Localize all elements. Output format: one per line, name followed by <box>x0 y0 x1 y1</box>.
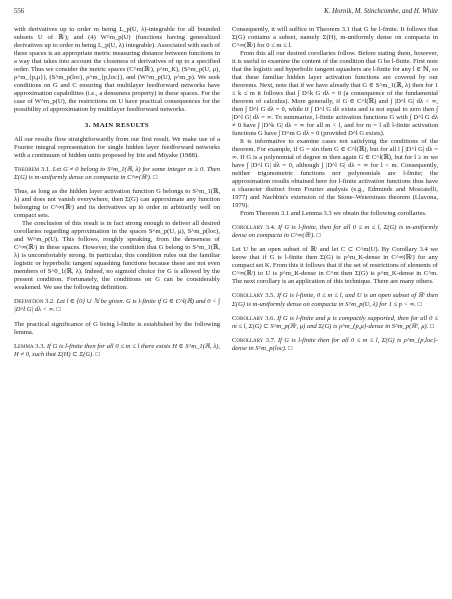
paragraph: From this all our desired corollaries follow. Before stating them, however, it is useful to examine the content of the condition that G be l-finite. First note that the logistic and hyperbolic tangent squashers are l-finite for any l ∈ ℕ, so that these familiar hidden layer activation functions are covered by our theorems. Next, note that if we have already that G ∈ S^m_1(ℝ, λ) then for 1 ≤ k ≤ m it follows that ∫ D^k G dλ = 0 (a consequence of the fundamental theorem of calculus). More generally, if G ∈ C^l(ℝ) and ∫ |D^l G| dλ < ∞, then ∫ D^l G dλ = 0, while if ∫ D^l G dλ exists and is not equal to zero then ∫ |D^l G| dλ = ∞. To summarize, l-finite activation functions G with ∫ D^l G dλ ≠ 0 have ∫ |D^k G| dλ = ∞ for all m < l, and for m = l all l-finite activation functions G have ∫ D^m G dλ = 0 (provided D^l G exists). <box>232 50 438 138</box>
corollary-statement: If G is l-finite, 0 ≤ m ≤ l, and U is an open subset of ℝʳ then Σ(G) is m-uniformly dense on compacta in S^m_p(U, λ) for 1 ≤ p < ∞. <box>232 292 438 308</box>
corollary-3-6 <box>232 315 438 331</box>
paragraph: Let U be an open subset of ℝʳ and let C ⊂ C^m(U). By Corollary 3.4 we know that if G is l-finite then Σ(G) is ρ^m_K-dense in C^∞(ℝʳ) for any compact set K. From this it follows that if the set of restrictions of elements of C^∞(ℝʳ) to U is ρ^m_K-dense in C^m then Σ(G) is ρ^m_K-dense in C^m. The next corollary is an application of this technique. There are many others. <box>232 246 438 286</box>
lemma-label: Lemma 3.3. <box>14 342 47 350</box>
corollary-label: Corollary 3.4. <box>232 224 278 232</box>
corollary-statement: If G is l-finite, then for all 0 ≤ m ≤ l, Σ(G) is m-uniformly dense on compacta in C^∞(ℝʳ). <box>232 224 438 240</box>
end-mark: □ <box>153 174 158 182</box>
lemma-3-3 <box>14 343 220 359</box>
definition-3-2 <box>14 298 220 314</box>
paragraph: Thus, as long as the hidden layer activation function G belongs to S^m_1(ℝ, λ) and does not vanish everywhere, then Σ(G) can approximate any function belonging to C^∞(ℝʳ) and its derivatives up to order m arbitrarily well on compact sets. <box>14 188 220 220</box>
theorem-label: Theorem 3.1. <box>14 166 53 174</box>
page-number: 556 <box>14 8 25 15</box>
theorem-3-1 <box>14 166 220 182</box>
corollary-statement: If G is l-finite and μ is compactly supported, then for all 0 ≤ m ≤ l, Σ(G) ⊂ S^m_p(ℝʳ, μ) and Σ(G) is ρ^m_{p,μ}-dense in S^m_p(ℝʳ, μ). <box>232 314 438 330</box>
paragraph: All our results flow straightforwardly from our first result. We make use of a Fourier integral representation for single hidden layer feedforward networks with a continuum of hidden units proposed by Irie and Miyake (1988). <box>14 136 220 160</box>
right-column <box>232 26 438 359</box>
corollary-3-4 <box>232 224 438 240</box>
paragraph: with derivatives up to order m being L_p(U, λ)-integrable for all bounded subsets U of ℝʳ); and (4) W^m_p(U) (functions having generalized derivatives up to order m being L_p(U, λ) integrable). Associated with each of these spaces is an appropriate metric measuring distance between functions in a way that takes into account the closeness of derivatives of up to a specified order. Thus we consider the metric spaces (C^m(ℝʳ), ρ^m_K), (S^m_p(U, μ), ρ^m_{p,μ}), (S^m_p(loc), ρ^m_{p,loc}), and (W^m_p(U), ρ^m_p). We seek conditions on G and C ensuring that multilayer feedforward networks have approximation capabilities (i.e., a denseness property) in these spaces. For the case of W^m_p(U), the restrictions on U have practical consequences for the possibility of approximation by multilayer feedforward networks. <box>14 26 220 114</box>
corollary-label: Corollary 3.5. <box>232 292 277 300</box>
page-header <box>14 8 438 20</box>
corollary-3-7 <box>232 337 438 353</box>
section-title: 3. MAIN RESULTS <box>84 122 150 130</box>
paragraph: The conclusion of this result is in fact strong enough to deliver all desired corollaries regarding approximation in the spaces S^m_p(U, μ), S^m_p(loc), and W^m_p(U). This follows, roughly speaking, from the denseness of C^∞(ℝʳ) in these spaces. However, the condition that G belong to S^m_1(ℝ, λ) is uncomfortably strong. In particular, this condition rules out the familiar logistic or hyperbolic tangent squashing functions because these are not even members of S^0_1(ℝ, λ). Indeed, no sigmoid choice for G is allowed by the present condition. Fortunately, the conditions on G can be considerably weakened. We use the following definition. <box>14 220 220 292</box>
end-mark: □ <box>417 300 422 308</box>
lemma-statement: If G is l-finite then for all 0 ≤ m ≤ l there exists H ∈ S^m_1(ℝ, λ), H ≠ 0, such that Σ(H) ⊂ Σ(G). <box>14 342 220 358</box>
end-mark: □ <box>429 322 434 330</box>
end-mark: □ <box>316 232 321 240</box>
corollary-label: Corollary 3.6. <box>232 314 278 322</box>
corollary-3-5 <box>232 292 438 308</box>
end-mark: □ <box>95 350 100 358</box>
left-column <box>14 26 220 365</box>
corollary-label: Corollary 3.7. <box>232 336 278 344</box>
paragraph: It is informative to examine cases not satisfying the conditions of the theorem. For example, if G = sin then G ∈ C^l(ℝ), but for all l ∫ |D^l G| dλ = ∞. If G is a polynomial of degree m then again G ∈ C^l(ℝ), but for l ≥ m we have ∫ |D^l G| dλ = 0, although ∫ |D^l G| dλ = ∞ for l < m. Consequently, neither trigonometric functions nor polynomials are l-finite; the approximation results obtained here for l-finite activation functions thus have a character distinct from Fourier analysis (e.g., Edmunds and Moscatelli, 1977) and Nachbin's extension of the Stone–Weierstrass theorem (Llavona, 1979). <box>232 138 438 210</box>
end-mark: □ <box>56 306 61 314</box>
paragraph: Consequently, it will suffice in Theorem 3.1 that G be l-finite. It follows that Σ(G) contains a subset, namely Σ(H), m-uniformly dense on compacta in C^∞(ℝʳ) for 0 ≤ m ≤ l. <box>232 26 438 50</box>
paragraph: The practical significance of G being l-finite is established by the following lemma. <box>14 320 220 336</box>
definition-statement: Let l ∈ {0} ∪ ℕ be given. G is l-finite if G ∈ C^l(ℝ) and 0 < ∫ |D^l G| dλ < ∞. <box>14 298 220 314</box>
definition-label: Definition 3.2. <box>14 298 57 306</box>
end-mark: □ <box>288 344 293 352</box>
theorem-statement: Let G ≠ 0 belong to S^m_1(ℝ, λ) for some integer m ≥ 0. Then Σ(G) is m-uniformly dense on compacta in C^∞(ℝʳ). <box>14 166 220 182</box>
running-head: K. Hornik, M. Stinchcombe, and H. White <box>324 8 438 15</box>
corollary-statement: If G is l-finite then for all 0 ≤ m ≤ l, Σ(G) is ρ^m_{p,loc}-dense in S^m_p(loc). <box>232 336 438 352</box>
paragraph: From Theorem 3.1 and Lemma 3.3 we obtain the following corollaries. <box>240 210 427 218</box>
